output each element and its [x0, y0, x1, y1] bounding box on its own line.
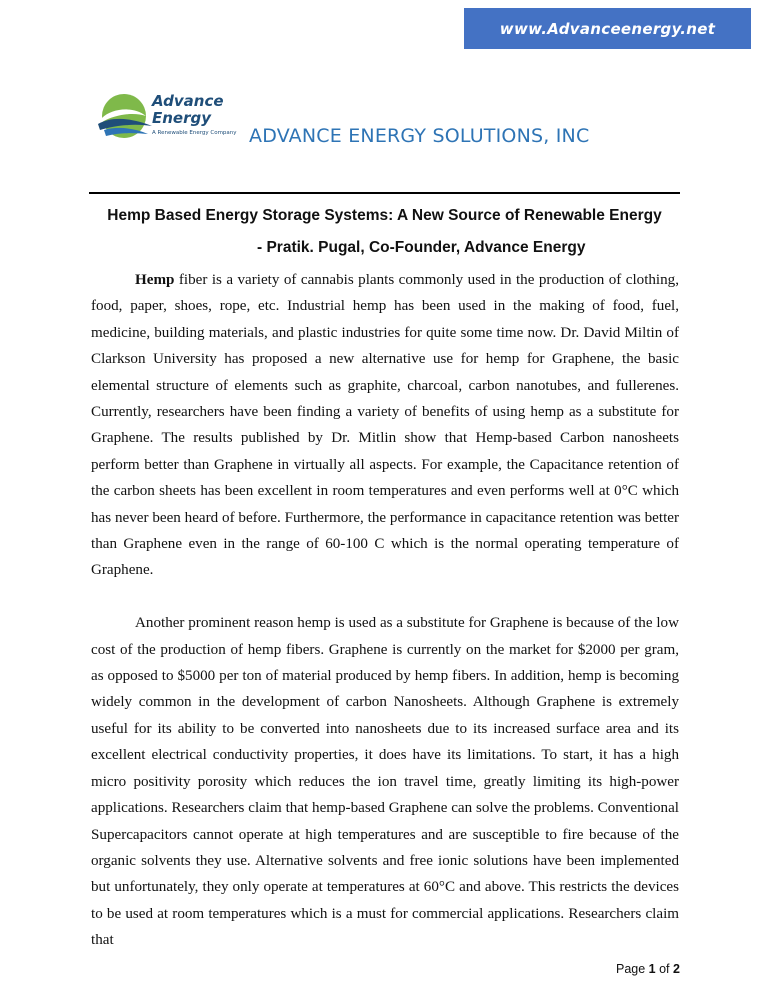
- logo-wordmark: Advance Energy: [152, 92, 224, 127]
- page-number: Page 1 of 2: [616, 962, 680, 976]
- article-body: [91, 267, 679, 954]
- header-divider: [89, 192, 680, 194]
- paragraph-1: [91, 267, 679, 584]
- author-byline: - Pratik. Pugal, Co-Founder, Advance Energy: [257, 239, 586, 256]
- company-name: ADVANCE ENERGY SOLUTIONS, INC: [249, 125, 590, 147]
- company-logo: [94, 92, 244, 148]
- page-current: 1: [648, 962, 656, 976]
- paragraph-1-lead: Hemp: [135, 272, 175, 288]
- document-title: Hemp Based Energy Storage Systems: A New Source of Renewable Energy: [107, 207, 662, 224]
- page-total: 2: [673, 962, 680, 976]
- logo-tagline: A Renewable Energy Company: [152, 130, 237, 136]
- logo-swoosh-icon: [94, 92, 154, 148]
- paragraph-2: Another prominent reason hemp is used as a substitute for Graphene is because of the low cost of the production of hemp fibers. Graphene is currently on the market for $2000 per gram, as opposed to $5000 per ton of material produced by hemp fibers. In addition, hemp is becoming widely common in the development of carbon Nanosheets. Although Graphene is extremely useful for its ability to be converted into nanosheets due to its increased surface area and its excellent electrical conductivity properties, it does have its limitations. To start, it has a high micro positivity porosity which reduces the ion travel time, greatly limiting its high-power applications. Researchers claim that hemp-based Graphene can solve the problems. Conventional Supercapacitors cannot operate at high temperatures and are susceptible to fire because of the organic solvents they use. Alternative solvents and free ionic solutions have been implemented but unfortunately, they only operate at temperatures at 60°C and above. This restricts the devices to be used at room temperatures which is a must for commercial applications. Researchers claim that: [91, 615, 679, 949]
- website-url-banner: www.Advanceenergy.net: [464, 8, 751, 49]
- paragraph-1-text: fiber is a variety of cannabis plants commonly used in the production of clothing, food, paper, shoes, rope, etc. Industrial hemp has been used in the making of food, fuel, medicine, building materials, and plastic industries for quite some time now. Dr. David Miltin of Clarkson University has proposed a new alternative use for hemp for Graphene, the basic elemental structure of elements such as graphite, charcoal, carbon nanotubes, and fullerenes. Currently, researchers have been finding a variety of benefits of using hemp as a substitute for Graphene. The results published by Dr. Mitlin show that Hemp-based Carbon nanosheets perform better than Graphene in virtually all aspects. For example, the Capacitance retention of the carbon sheets has been excellent in room temperatures and even performs well at 0°C which has never been heard of before. Furthermore, the performance in capacitance retention was better than Graphene even in the range of 60-100 C which is the normal operating temperature of Graphene.: [91, 272, 679, 579]
